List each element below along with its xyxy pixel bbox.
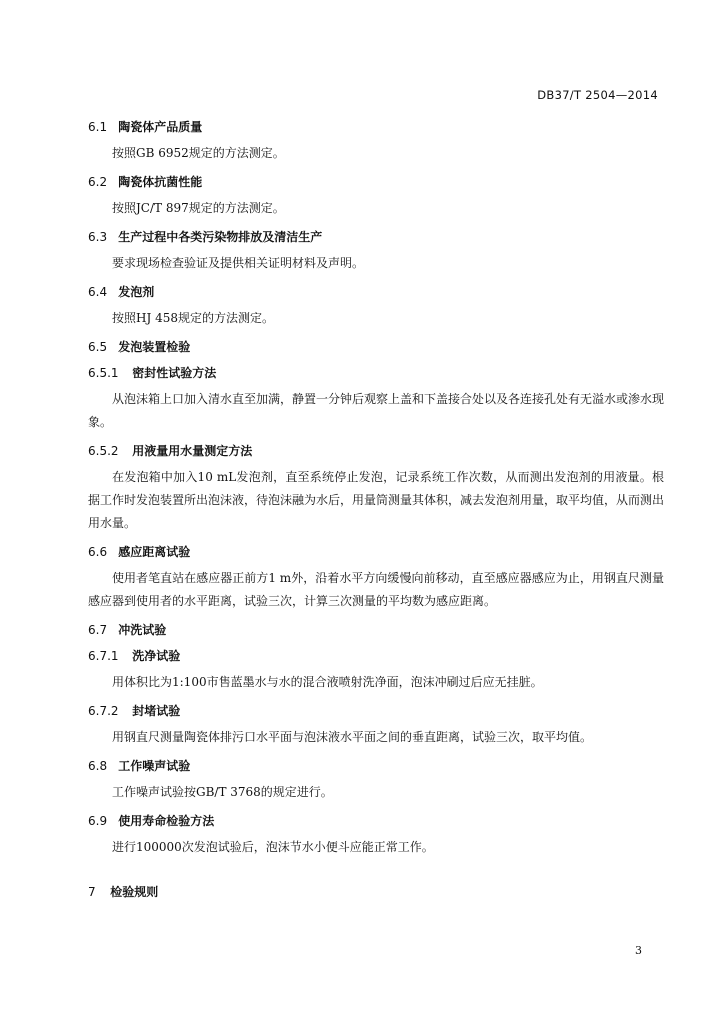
section-number: 6.7 [88, 623, 108, 637]
section-number: 6.7.1 [88, 649, 119, 663]
section-heading-6-2 [88, 173, 664, 191]
section-heading-6-5-2 [88, 442, 664, 460]
section-title: 密封性试验方法 [132, 366, 217, 380]
section-heading-6-3 [88, 228, 664, 246]
chapter-title: 检验规则 [110, 885, 159, 899]
section-title: 用液量用水量测定方法 [132, 444, 253, 458]
section-text-6-4: 按照HJ 458规定的方法测定。 [112, 311, 274, 325]
section-title: 生产过程中各类污染物排放及清洁生产 [118, 230, 323, 244]
section-title: 发泡装置检验 [118, 340, 191, 354]
section-title: 使用寿命检验方法 [118, 814, 215, 828]
chapter-number: 7 [88, 885, 96, 899]
section-title: 洗净试验 [132, 649, 181, 663]
section-heading-6-6 [88, 543, 664, 561]
section-number: 6.3 [88, 230, 108, 244]
section-title: 陶瓷体产品质量 [118, 120, 203, 134]
section-title: 工作噪声试验 [118, 759, 191, 773]
chapter-heading-7 [88, 883, 664, 901]
section-number: 6.2 [88, 175, 108, 189]
section-text-6-1: 按照GB 6952规定的方法测定。 [112, 146, 285, 160]
section-heading-6-5 [88, 338, 664, 356]
section-text-6-5-1: 从泡沫箱上口加入清水直至加满，静置一分钟后观察上盖和下盖接合处以及各连接孔处有无溢水或渗水现象。 [88, 392, 665, 429]
section-number: 6.7.2 [88, 704, 119, 718]
section-text-6-8: 工作噪声试验按GB/T 3768的规定进行。 [112, 785, 333, 799]
section-heading-6-1 [88, 118, 664, 136]
section-number: 6.5.2 [88, 444, 119, 458]
section-title: 陶瓷体抗菌性能 [118, 175, 203, 189]
section-text-6-7-1: 用体积比为1:100市售蓝墨水与水的混合液喷射洗净面，泡沫冲刷过后应无挂脏。 [112, 675, 543, 689]
section-number: 6.1 [88, 120, 108, 134]
page-number: 3 [635, 944, 642, 957]
standard-code-header: DB37/T 2504—2014 [537, 88, 658, 102]
section-heading-6-9 [88, 812, 664, 830]
section-text-6-2: 按照JC/T 897规定的方法测定。 [112, 201, 285, 215]
section-heading-6-8 [88, 757, 664, 775]
section-text-6-7-2: 用钢直尺测量陶瓷体排污口水平面与泡沫液水平面之间的垂直距离，试验三次，取平均值。 [112, 730, 593, 744]
section-number: 6.9 [88, 814, 108, 828]
section-heading-6-7-1 [88, 647, 664, 665]
section-heading-6-7 [88, 621, 664, 639]
section-title: 冲洗试验 [118, 623, 167, 637]
section-heading-6-4 [88, 283, 664, 301]
section-heading-6-5-1 [88, 364, 664, 382]
section-heading-6-7-2 [88, 702, 664, 720]
section-title: 封堵试验 [132, 704, 181, 718]
section-number: 6.8 [88, 759, 108, 773]
section-text-6-9: 进行100000次发泡试验后，泡沫节水小便斗应能正常工作。 [112, 840, 434, 854]
section-text-6-6: 使用者笔直站在感应器正前方1 m外，沿着水平方向缓慢向前移动，直至感应器感应为止，用钢直尺测量感应器到使用者的水平距离，试验三次，计算三次测量的平均数为感应距离。 [88, 571, 664, 608]
section-number: 6.4 [88, 285, 108, 299]
section-number: 6.5.1 [88, 366, 119, 380]
document-body [88, 118, 664, 901]
section-text-6-5-2: 在发泡箱中加入10 mL发泡剂，直至系统停止发泡，记录系统工作次数，从而测出发泡剂的用液量。根据工作时发泡装置所出泡沫液，待泡沫融为水后，用量筒测量其体积，减去发泡剂用量，取平均值，从而测出用水量。 [88, 470, 665, 530]
section-number: 6.6 [88, 545, 108, 559]
section-number: 6.5 [88, 340, 108, 354]
section-title: 感应距离试验 [118, 545, 191, 559]
section-text-6-3: 要求现场检查验证及提供相关证明材料及声明。 [112, 256, 365, 270]
section-title: 发泡剂 [118, 285, 155, 299]
